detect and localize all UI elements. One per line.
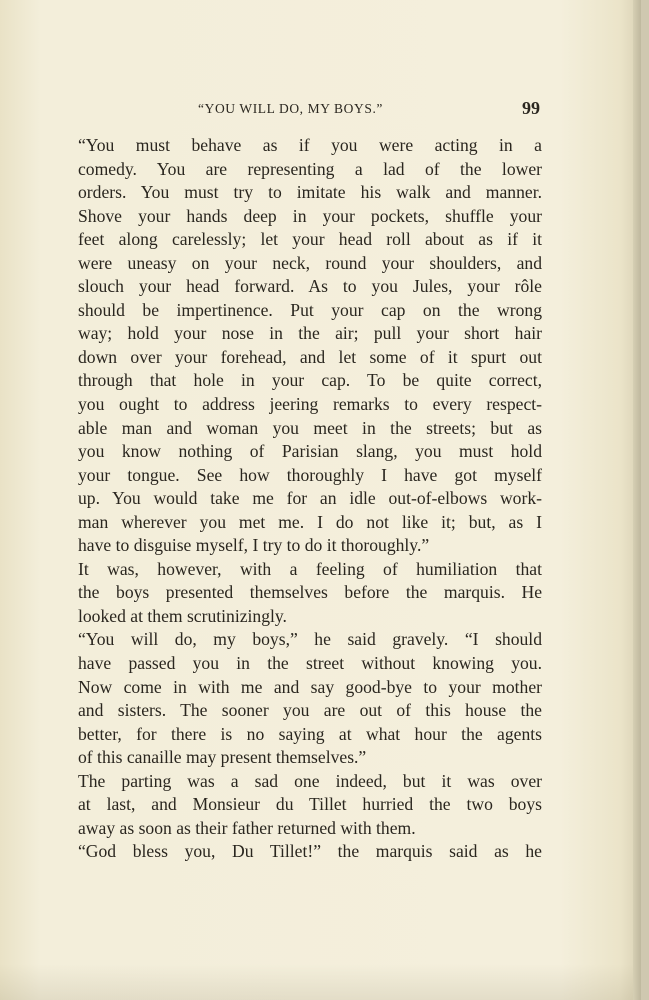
text-line: the boys presented themselves before the marquis. He bbox=[78, 582, 542, 603]
text-line: at last, and Monsieur du Tillet hurried the two boys bbox=[78, 794, 542, 815]
text-line: of this canaille may present themselves.” bbox=[78, 747, 367, 768]
page-bottom-shadow bbox=[0, 964, 641, 1000]
text-line: Now come in with me and say good-bye to your mother bbox=[78, 676, 542, 697]
text-line: have to disguise myself, I try to do it thoroughly.” bbox=[78, 535, 430, 556]
text-line: orders. You must try to imitate his walk and manner. bbox=[78, 182, 542, 203]
text-line: “God bless you, Du Tillet!” the marquis said as he bbox=[78, 841, 542, 862]
text-line: Shove your hands deep in your pockets, shuffle your bbox=[78, 205, 542, 226]
text-line: way; hold your nose in the air; pull your short hair bbox=[78, 323, 542, 344]
text-line: The parting was a sad one indeed, but it was over bbox=[78, 770, 542, 791]
text-line: down over your forehead, and let some of it spurt out bbox=[78, 346, 542, 367]
text-line: better, for there is no saying at what hour the agents bbox=[78, 723, 542, 744]
text-line: “You will do, my boys,” he said gravely. “I should bbox=[78, 629, 542, 650]
running-head bbox=[78, 98, 542, 122]
text-line: up. You would take me for an idle out-of-elbows work- bbox=[78, 488, 542, 509]
text-line: slouch your head forward. As to you Jules, your rôle bbox=[78, 276, 542, 297]
text-line: away as soon as their father returned with them. bbox=[78, 817, 416, 838]
text-line: comedy. You are representing a lad of the lower bbox=[78, 158, 542, 179]
text-line: feet along carelessly; let your head roll about as if it bbox=[78, 229, 542, 250]
text-line: your tongue. See how thoroughly I have got myself bbox=[78, 464, 542, 485]
text-line: should be impertinence. Put your cap on the wrong bbox=[78, 299, 542, 320]
page-edge bbox=[633, 0, 641, 1000]
text-line: were uneasy on your neck, round your shoulders, and bbox=[78, 252, 542, 273]
page-number: 99 bbox=[522, 98, 540, 118]
text-line: you know nothing of Parisian slang, you must hold bbox=[78, 441, 542, 462]
running-title: “YOU WILL DO, MY BOYS.” bbox=[198, 101, 384, 116]
body-text bbox=[78, 134, 542, 864]
text-line: have passed you in the street without knowing you. bbox=[78, 653, 542, 674]
text-line: “You must behave as if you were acting in a bbox=[78, 135, 542, 155]
text-line: through that hole in your cap. To be quite correct, bbox=[78, 370, 542, 391]
text-line: able man and woman you meet in the streets; but as bbox=[78, 417, 542, 438]
text-line: man wherever you met me. I do not like it; but, as I bbox=[78, 511, 542, 532]
text-line: you ought to address jeering remarks to every respect- bbox=[78, 394, 542, 415]
text-line: looked at them scrutinizingly. bbox=[78, 605, 287, 626]
text-line: and sisters. The sooner you are out of this house the bbox=[78, 700, 542, 721]
text-line: It was, however, with a feeling of humiliation that bbox=[78, 558, 542, 579]
